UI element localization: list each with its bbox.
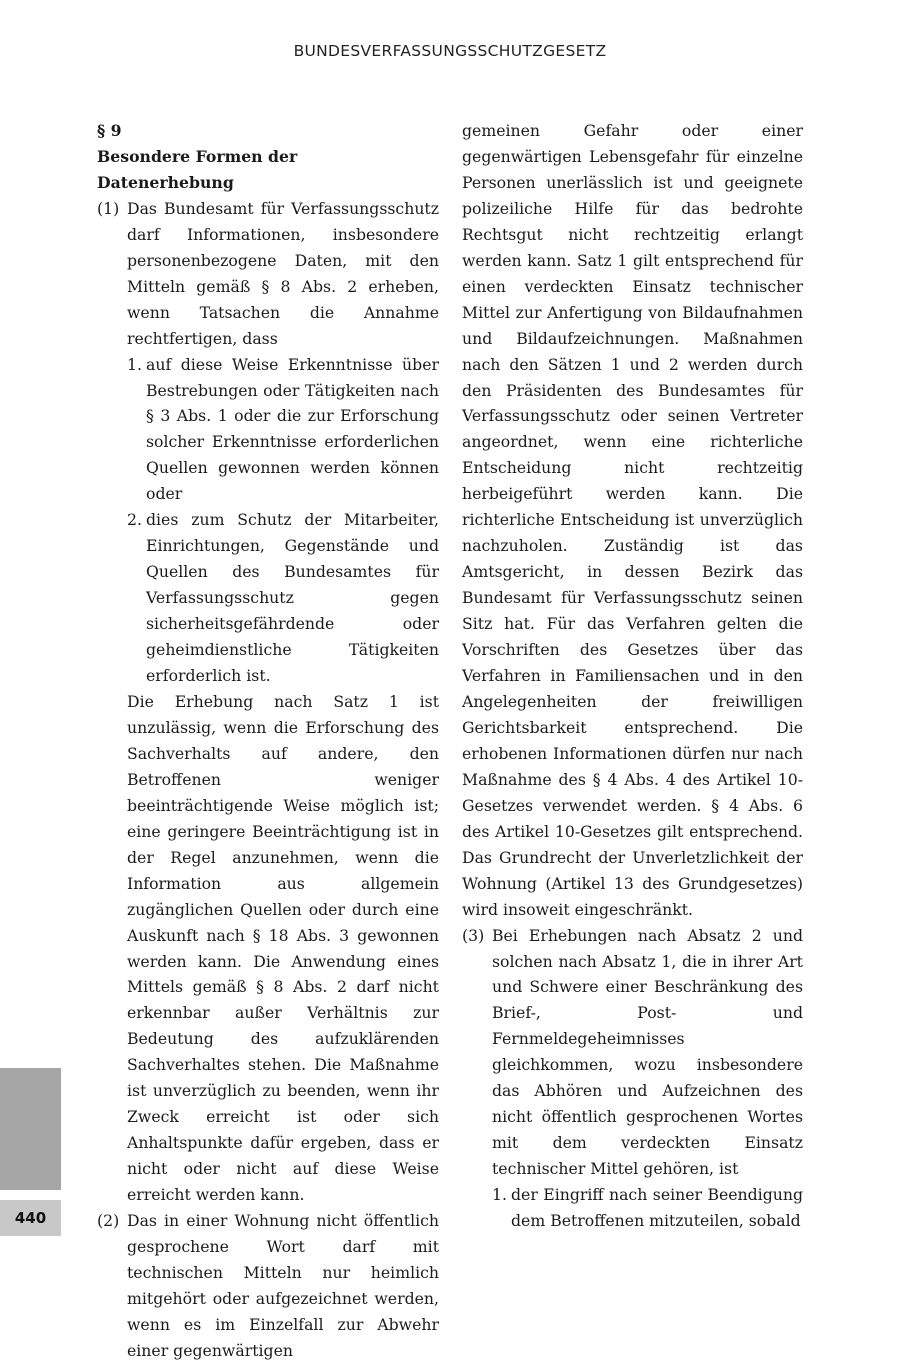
paragraph-1-continuation: Die Erhebung nach Satz 1 ist unzulässig, wenn die Erforschung des Sachverhalts auf andere, den Betroffenen weniger beeinträchtigende Weise möglich ist; eine geringere Beeinträchtigung ist in der Regel anzunehmen, wenn die Information aus allgemein zugänglichen Quellen oder durch eine Auskunft nach § 18 Abs. 3 gewonnen werden kann. Die Anwendung eines Mittels gemäß § 8 Abs. 2 darf nicht erkennbar außer Verhältnis zur Bedeutung des aufzuklärenden Sachverhaltes stehen. Die Maßnahme ist unverzüglich zu beenden, wenn ihr Zweck erreicht ist oder sich Anhaltspunkte dafür ergeben, dass er nicht oder nicht auf diese Weise erreicht werden kann. xyxy=(127,691,439,1205)
section-title: Besondere Formen der Datenerhebung xyxy=(97,146,298,192)
list-item-text: der Eingriff nach seiner Beendigung dem Betroffenen mitzuteilen, sobald xyxy=(511,1185,803,1231)
paragraph-2 xyxy=(97,1208,439,1364)
page-number: 440 xyxy=(0,1200,61,1236)
section-number: § 9 xyxy=(97,121,122,140)
list-item-text: auf diese Weise Erkenntnisse über Bestrebungen oder Tätigkeiten nach § 3 Abs. 1 oder die zur Erforschung solcher Erkenntnisse erforderlichen Quellen gewonnen werden können oder xyxy=(146,354,439,504)
paragraph-3-intro: Bei Erhebungen nach Absatz 2 und solchen nach Absatz 1, die in ihrer Art und Schwere einer Beschränkung des Brief-, Post- und Fernmeldegeheimnisses gleichkommen, wozu insbesondere das Abhören und Aufzeichnen des nicht öffentlich gesprochenen Wortes mit dem verdeckten Einsatz technischer Mittel gehören, ist xyxy=(492,925,803,1179)
paragraph-number: (1) xyxy=(97,198,120,218)
list-item-number: 1. xyxy=(492,1185,507,1205)
paragraph-number: (2) xyxy=(97,1211,120,1231)
paragraph-2-continued xyxy=(462,118,803,923)
paragraph-1 xyxy=(97,196,439,1208)
list-item xyxy=(127,507,439,689)
list-item-number: 2. xyxy=(127,510,142,530)
running-header: BUNDESVERFASSUNGSSCHUTZGESETZ xyxy=(293,42,607,60)
paragraph-1-intro: Das Bundesamt für Verfassungsschutz darf Informationen, insbesondere personenbezogene Daten, mit den Mitteln gemäß § 8 Abs. 2 erheben, wenn Tatsachen die Annahme rechtfertigen, dass xyxy=(127,198,439,348)
paragraph-2-text-start: Das in einer Wohnung nicht öffentlich gesprochene Wort darf mit technischen Mitteln nur heimlich mitgehört oder aufgezeichnet werden, wenn es im Einzelfall zur Abwehr einer gegenwärtigen xyxy=(127,1211,439,1360)
list-item xyxy=(492,1182,803,1234)
left-column xyxy=(97,118,439,1364)
list-item xyxy=(127,352,439,508)
list-item-number: 1. xyxy=(127,354,142,374)
thumb-index-tab xyxy=(0,1068,61,1190)
paragraph-number: (3) xyxy=(462,925,485,945)
paragraph-2-text-end: gemeinen Gefahr oder einer gegenwärtigen Lebensgefahr für einzelne Personen unerlässlich ist und geeignete polizeiliche Hilfe für das bedrohte Rechtsgut nicht rechtzeitig erlangt werden kann. Satz 1 gilt entsprechend für einen verdeckten Einsatz technischer Mittel zur Anfertigung von Bildaufnahmen und Bildaufzeichnungen. Maßnahmen nach den Sätzen 1 und 2 werden durch den Präsidenten des Bundesamtes für Verfassungsschutz oder seinen Vertreter angeordnet, wenn eine richterliche Entscheidung nicht rechtzeitig herbeigeführt werden kann. Die richterliche Entscheidung ist unverzüglich nachzuholen. Zuständig ist das Amtsgericht, in dessen Bezirk das Bundesamt für Verfassungsschutz seinen Sitz hat. Für das Verfahren gelten die Vorschriften des Gesetzes über das Verfahren in Familiensachen und in den Angelegenheiten der freiwilligen Gerichtsbarkeit entsprechend. Die erhobenen Informationen dürfen nur nach Maßnahme des § 4 Abs. 4 des Artikel 10-Gesetzes verwendet werden. § 4 Abs. 6 des Artikel 10-Gesetzes gilt entsprechend. Das Grundrecht der Unverletzlichkeit der Wohnung (Artikel 13 des Grundgesetzes) wird insoweit eingeschränkt. xyxy=(462,121,803,919)
list-item-text: dies zum Schutz der Mitarbeiter, Einrichtungen, Gegenstände und Quellen des Bundesamtes für Verfassungsschutz gegen sicherheitsgefährdende oder geheimdienstliche Tätigkeiten erforderlich ist. xyxy=(146,510,439,686)
right-column xyxy=(462,118,803,1234)
paragraph-3 xyxy=(462,923,803,1234)
